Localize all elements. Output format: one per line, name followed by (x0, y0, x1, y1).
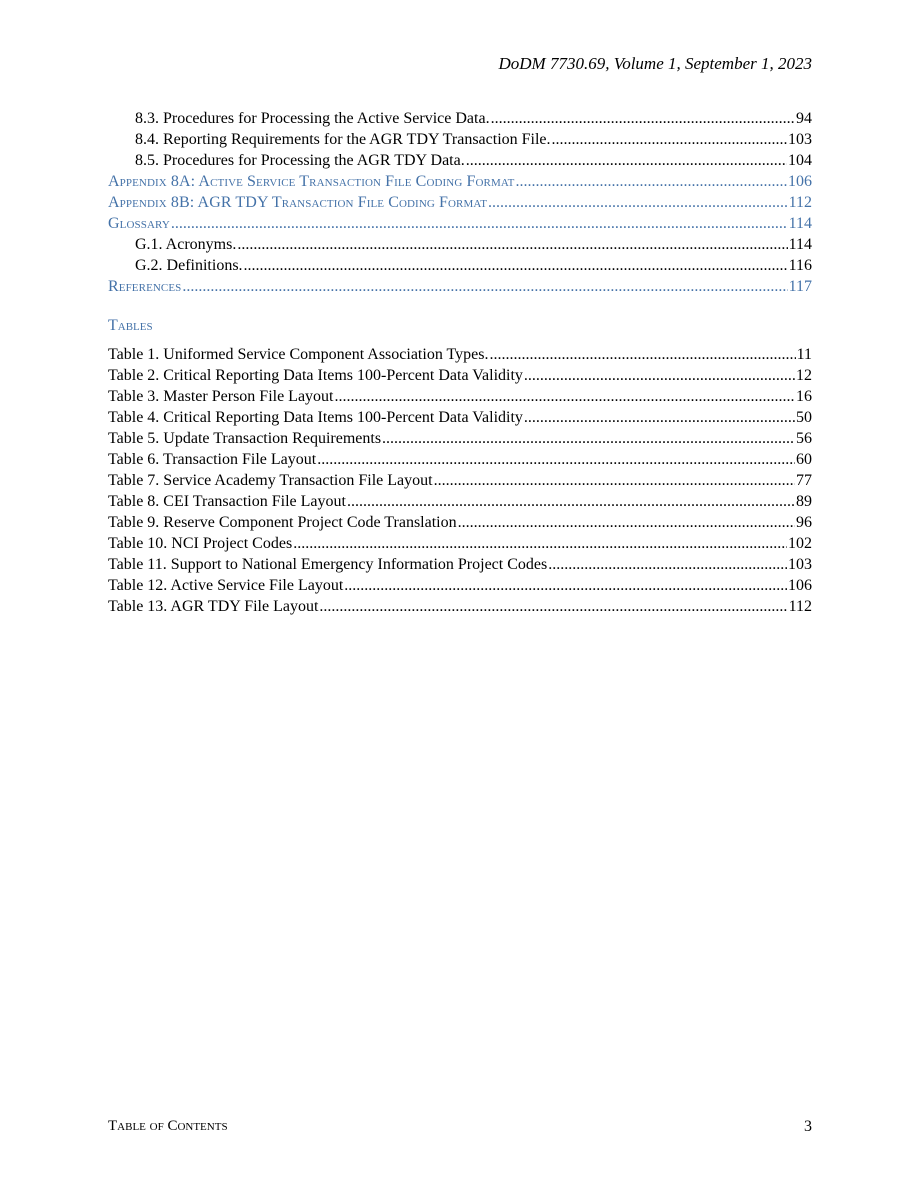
toc-entry-page: 116 (788, 257, 812, 274)
toc-entry-label: Table 9. Reserve Component Project Code Translation (108, 514, 457, 531)
toc-table-entry-5[interactable] (108, 428, 812, 449)
toc-entry-page: 56 (796, 430, 812, 447)
dot-leader (458, 512, 795, 533)
toc-entry-label: 8.5. Procedures for Processing the AGR TDY Data. (135, 152, 465, 169)
toc-table-entry-2[interactable] (108, 365, 812, 386)
toc-entry-page: 12 (796, 367, 812, 384)
toc-entry-8-3[interactable] (108, 108, 812, 129)
toc-table-entry-10[interactable] (108, 533, 812, 554)
toc-entry-g-1[interactable] (108, 234, 812, 255)
toc-entry-label: Glossary (108, 215, 170, 232)
toc-table-entry-3[interactable] (108, 386, 812, 407)
toc-entry-label: 8.4. Reporting Requirements for the AGR TDY Transaction File. (135, 131, 551, 148)
toc-entry-label: Table 7. Service Academy Transaction File Layout (108, 472, 433, 489)
dot-leader (434, 470, 795, 491)
toc-entry-page: 60 (796, 451, 812, 468)
dot-leader (244, 255, 788, 276)
dot-leader (182, 276, 787, 297)
toc-entry-page: 114 (788, 236, 812, 253)
dot-leader (490, 344, 796, 365)
toc-entry-page: 103 (788, 131, 812, 148)
dot-leader (171, 213, 788, 234)
toc-entry-page: 103 (788, 556, 812, 573)
toc-entry-page: 89 (796, 493, 812, 510)
toc-entry-page: 96 (796, 514, 812, 531)
toc-entry-label: References (108, 278, 182, 295)
toc-entry-page: 102 (788, 535, 812, 552)
dot-leader (347, 491, 795, 512)
dot-leader (491, 108, 795, 129)
toc-table-entry-1[interactable] (108, 344, 812, 365)
toc-table-entry-11[interactable] (108, 554, 812, 575)
footer-section-title: Table of Contents (108, 1118, 228, 1134)
toc-entry-label: G.1. Acronyms. (135, 236, 237, 253)
running-header: DoDM 7730.69, Volume 1, September 1, 2023 (498, 54, 812, 73)
toc-entry-8-4[interactable] (108, 129, 812, 150)
tables-heading: Tables (108, 317, 153, 334)
toc-entry-8-5[interactable] (108, 150, 812, 171)
toc-entry-page: 11 (796, 346, 812, 363)
footer-page-number: 3 (804, 1118, 812, 1135)
toc-table-entry-9[interactable] (108, 512, 812, 533)
toc-entry-label: Table 8. CEI Transaction File Layout (108, 493, 346, 510)
toc-entry-g-2[interactable] (108, 255, 812, 276)
toc-entry-page: 104 (788, 152, 812, 169)
toc-entry-page: 112 (788, 194, 812, 211)
toc-entry-page: 106 (788, 173, 812, 190)
toc-entry-page: 106 (788, 577, 812, 594)
dot-leader (548, 554, 787, 575)
toc-table-entry-12[interactable] (108, 575, 812, 596)
dot-leader (516, 171, 788, 192)
toc-entry-label: Table 10. NCI Project Codes (108, 535, 293, 552)
toc-entry-label: Table 5. Update Transaction Requirements (108, 430, 382, 447)
toc-link-glossary[interactable] (108, 213, 812, 234)
dot-leader (344, 575, 787, 596)
toc-entry-label: 8.3. Procedures for Processing the Active Service Data. (135, 110, 490, 127)
toc-link-references[interactable] (108, 276, 812, 297)
dot-leader (237, 234, 787, 255)
dot-leader (524, 407, 795, 428)
toc-link-appendix-8b[interactable] (108, 192, 812, 213)
dot-leader (293, 533, 787, 554)
toc-entry-label: Table 6. Transaction File Layout (108, 451, 317, 468)
toc-entry-label: Table 4. Critical Reporting Data Items 100-Percent Data Validity (108, 409, 523, 426)
toc-entry-label: Appendix 8A: Active Service Transaction File Coding Format (108, 173, 515, 190)
dot-leader (317, 449, 795, 470)
toc-entry-label: Table 3. Master Person File Layout (108, 388, 334, 405)
toc-entry-label: Table 11. Support to National Emergency Information Project Codes (108, 556, 548, 573)
toc-entry-page: 50 (796, 409, 812, 426)
toc-entry-page: 117 (788, 278, 812, 295)
toc-table-entry-8[interactable] (108, 491, 812, 512)
dot-leader (524, 365, 795, 386)
toc-table-entry-7[interactable] (108, 470, 812, 491)
toc-entry-label: G.2. Definitions. (135, 257, 243, 274)
toc-entry-page: 77 (796, 472, 812, 489)
toc-entry-label: Table 2. Critical Reporting Data Items 100-Percent Data Validity (108, 367, 523, 384)
toc-entry-label: Table 13. AGR TDY File Layout (108, 598, 319, 615)
dot-leader (466, 150, 787, 171)
toc-entry-label: Table 1. Uniformed Service Component Association Types. (108, 346, 489, 363)
toc-entry-page: 16 (796, 388, 812, 405)
toc-table-entry-4[interactable] (108, 407, 812, 428)
toc-entry-page: 94 (796, 110, 812, 127)
toc-link-appendix-8a[interactable] (108, 171, 812, 192)
dot-leader (382, 428, 795, 449)
toc-entry-page: 112 (788, 598, 812, 615)
dot-leader (552, 129, 787, 150)
toc-entry-label: Appendix 8B: AGR TDY Transaction File Coding Format (108, 194, 488, 211)
dot-leader (488, 192, 788, 213)
toc-entry-page: 114 (788, 215, 812, 232)
toc-table-entry-6[interactable] (108, 449, 812, 470)
toc-table-entry-13[interactable] (108, 596, 812, 617)
toc-entry-label: Table 12. Active Service File Layout (108, 577, 344, 594)
table-of-contents (108, 108, 812, 617)
dot-leader (319, 596, 787, 617)
dot-leader (335, 386, 796, 407)
